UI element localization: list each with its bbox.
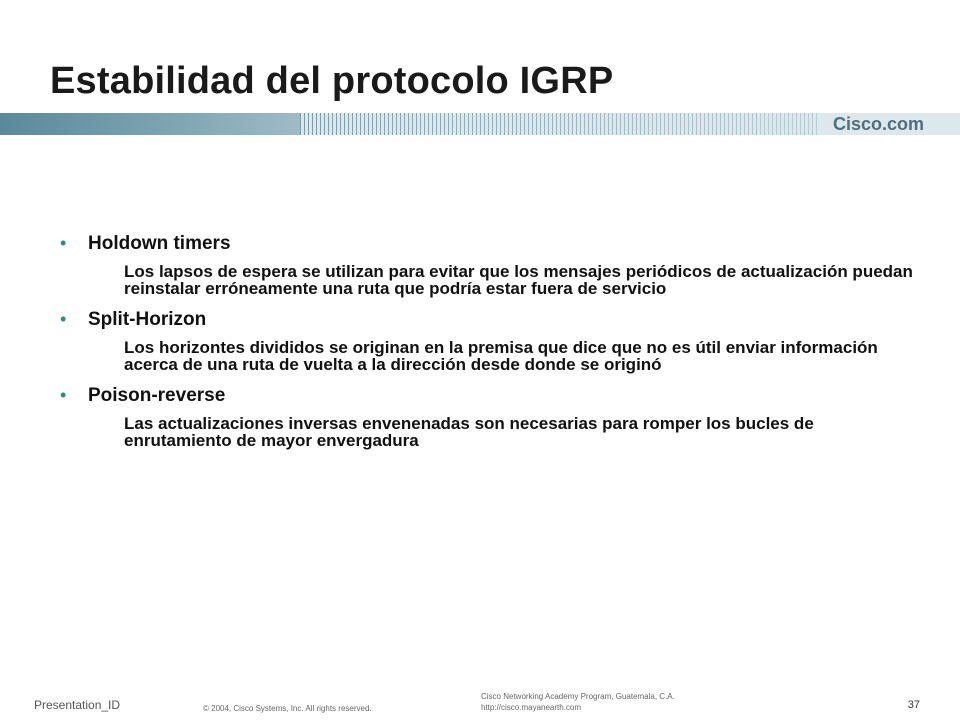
item-heading: Poison-reverse (88, 385, 226, 406)
slide-title: Estabilidad del protocolo IGRP (50, 60, 614, 102)
list-item (60, 385, 920, 449)
page-number: 37 (907, 699, 920, 711)
org-name: Cisco Networking Academy Program, Guatemala, C.A. (481, 692, 675, 701)
bullet-icon: • (60, 385, 67, 405)
header-band (0, 113, 960, 135)
list-item (60, 309, 920, 373)
bullet-icon: • (60, 233, 67, 253)
bullet-icon: • (60, 309, 67, 329)
header-band-solid (0, 113, 300, 135)
item-description: Los lapsos de espera se utilizan para evitar que los mensajes periódicos de actualización puedan reinstalar erróneamente una ruta que podría estar fuera de servicio (124, 262, 913, 298)
header-band-stripes (300, 113, 820, 135)
list-item (60, 233, 920, 297)
org-info (481, 691, 675, 713)
presentation-id: Presentation_ID (34, 698, 121, 712)
org-url: http://cisco.mayanearth.com (481, 703, 582, 712)
copyright: © 2004, Cisco Systems, Inc. All rights reserved. (203, 704, 372, 713)
item-description: Las actualizaciones inversas envenenadas son necesarias para romper los bucles de enrutamiento de mayor envergadura (124, 414, 814, 450)
item-heading: Holdown timers (88, 233, 231, 254)
item-description: Los horizontes divididos se originan en la premisa que dice que no es útil enviar información acerca de una ruta de vuelta a la dirección desde donde se originó (124, 338, 878, 374)
item-heading: Split-Horizon (88, 309, 207, 330)
cisco-logo: Cisco.com (832, 114, 924, 134)
bullet-list (60, 233, 920, 461)
